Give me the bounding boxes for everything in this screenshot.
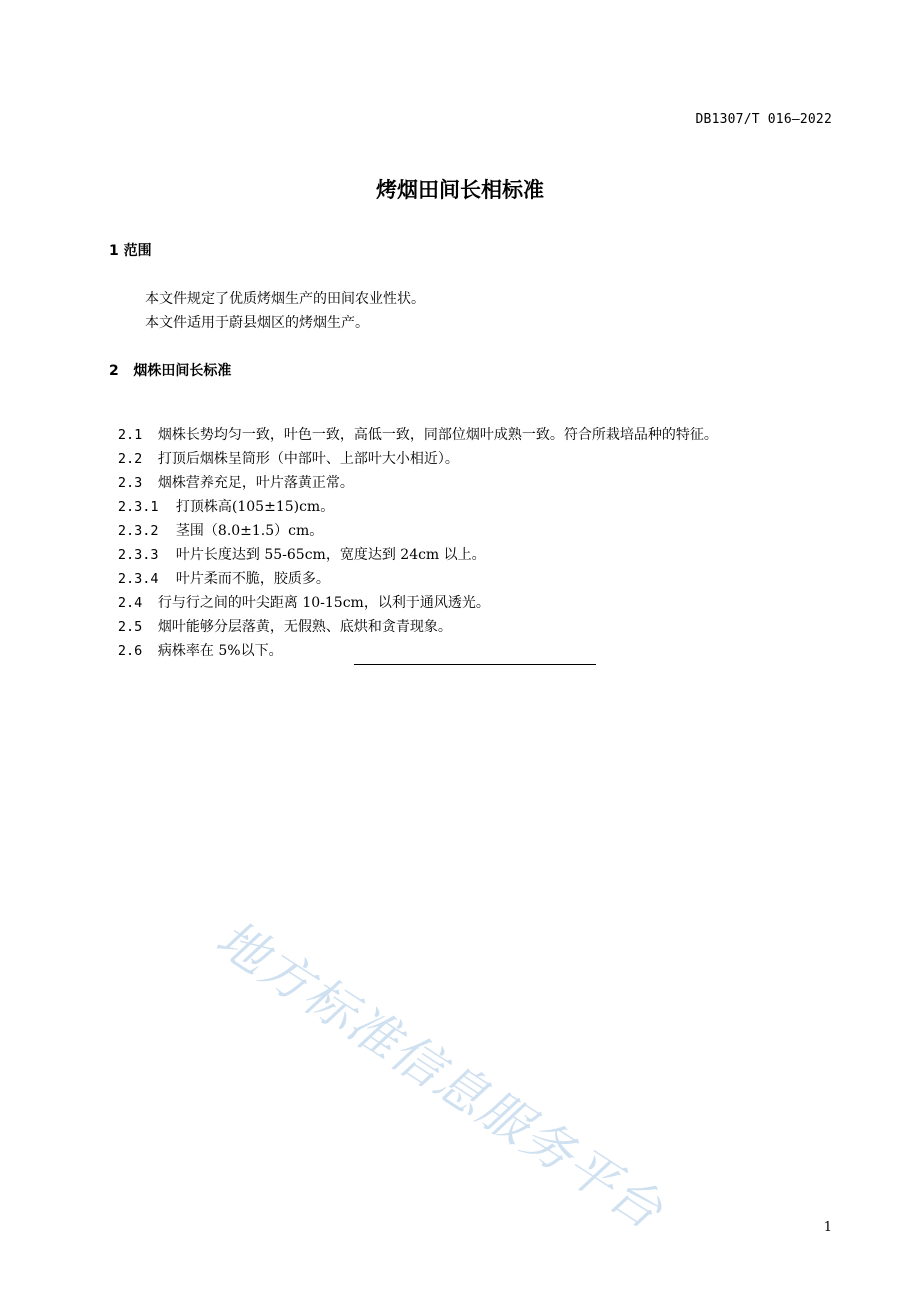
end-rule xyxy=(354,664,596,665)
clause-text: 叶片柔而不脆，胶质多。 xyxy=(175,571,330,587)
document-code: DB1307/T 016—2022 xyxy=(695,112,832,127)
clause-number: 2.3.1 xyxy=(117,499,159,515)
clause-number: 2.3.2 xyxy=(117,523,159,539)
clause-text: 烟叶能够分层落黄，无假熟、底烘和贪青现象。 xyxy=(157,619,452,635)
clause-number: 2.2 xyxy=(117,451,143,467)
clause-text: 烟株营养充足，叶片落黄正常。 xyxy=(157,475,354,491)
clause-number: 2.6 xyxy=(117,643,143,659)
clause-number: 2.1 xyxy=(117,427,143,443)
clause-number: 2.3 xyxy=(117,475,143,491)
scope-paragraph: 本文件规定了优质烤烟生产的田间农业性状。 xyxy=(145,291,425,307)
page-number: 1 xyxy=(823,1220,832,1235)
clause-text: 打顶株高(105±15)cm。 xyxy=(175,499,335,515)
clause-number: 2.4 xyxy=(117,595,143,611)
clause-item xyxy=(109,624,283,660)
document-title: 烤烟田间长相标准 xyxy=(376,178,544,202)
clause-text: 行与行之间的叶尖距离 10-15cm，以利于通风透光。 xyxy=(157,595,490,611)
clause-text: 烟株长势均匀一致，叶色一致，高低一致，同部位烟叶成熟一致。符合所栽培品种的特征。 xyxy=(157,427,718,443)
clause-number: 2.3.4 xyxy=(117,571,159,587)
section-heading-standard: 2 烟株田间长标准 xyxy=(109,363,232,379)
clause-text: 打顶后烟株呈筒形（中部叶、上部叶大小相近）。 xyxy=(157,451,459,467)
clause-text: 病株率在 5%以下。 xyxy=(157,643,283,659)
clause-number: 2.3.3 xyxy=(117,547,159,563)
clause-number: 2.5 xyxy=(117,619,143,635)
scope-paragraph: 本文件适用于蔚县烟区的烤烟生产。 xyxy=(145,315,369,331)
clause-text: 叶片长度达到 55-65cm，宽度达到 24cm 以上。 xyxy=(175,547,486,563)
clause-text: 茎围（8.0±1.5）cm。 xyxy=(175,523,324,539)
watermark: 地方标准信息服务平台 xyxy=(206,909,674,1241)
section-heading-scope: 1 范围 xyxy=(109,243,152,259)
